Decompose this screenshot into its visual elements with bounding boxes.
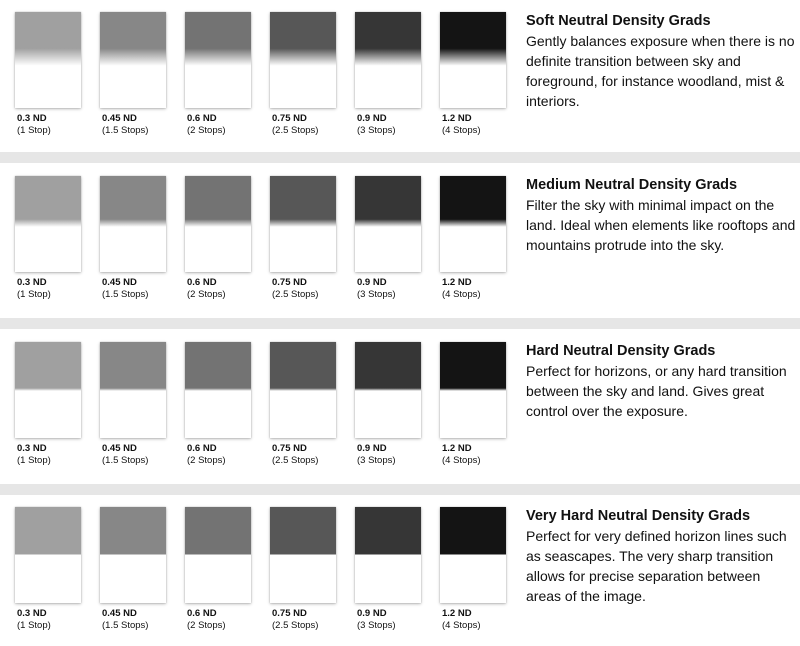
filter-label: [357, 608, 437, 631]
filter-label: [17, 443, 97, 466]
filter-stops-value: (3 Stops): [357, 124, 396, 136]
filter-nd-value: 0.45 ND: [102, 277, 137, 288]
filter-swatch: [355, 12, 421, 108]
filter-swatch: [185, 176, 251, 272]
filter-stops-value: (1 Stop): [17, 124, 51, 136]
filter-swatch: [15, 176, 81, 272]
filter-nd-value: 0.9 ND: [357, 277, 387, 288]
filter-swatch: [100, 342, 166, 438]
filter-label: [102, 113, 182, 136]
filter-stops-value: (1 Stop): [17, 454, 51, 466]
filter-nd-value: 0.75 ND: [272, 608, 307, 619]
section-description: [526, 11, 796, 111]
filter-stops-value: (4 Stops): [442, 288, 481, 300]
filter-stops-value: (2.5 Stops): [272, 288, 319, 300]
filter-label: [187, 277, 267, 300]
filter-stops-value: (2 Stops): [187, 619, 226, 631]
filter-nd-value: 0.75 ND: [272, 113, 307, 124]
filter-nd-value: 0.3 ND: [17, 113, 47, 124]
filter-nd-value: 0.9 ND: [357, 608, 387, 619]
filter-label: [102, 443, 182, 466]
section-medium: [0, 164, 800, 317]
filter-swatch: [100, 507, 166, 603]
section-divider: [0, 484, 800, 495]
filter-stops-value: (2 Stops): [187, 124, 226, 136]
filter-row: [0, 164, 512, 317]
filter-swatch: [355, 176, 421, 272]
section-description: [526, 506, 796, 606]
filter-row: [0, 495, 512, 646]
filter-nd-value: 1.2 ND: [442, 277, 472, 288]
section-hard: [0, 330, 800, 484]
section-description: [526, 341, 796, 421]
filter-label: [272, 608, 352, 631]
filter-nd-value: 0.45 ND: [102, 608, 137, 619]
filter-stops-value: (2.5 Stops): [272, 124, 319, 136]
filter-row: [0, 0, 512, 152]
filter-stops-value: (4 Stops): [442, 124, 481, 136]
section-body-text: Perfect for very defined horizon lines such as seascapes. The very sharp transition allows for precise separation between areas of the image.: [526, 528, 787, 604]
filter-swatch: [270, 507, 336, 603]
filter-swatch: [15, 507, 81, 603]
filter-nd-value: 0.75 ND: [272, 277, 307, 288]
section-divider: [0, 152, 800, 163]
filter-label: [442, 443, 522, 466]
filter-label: [442, 113, 522, 136]
filter-nd-value: 0.3 ND: [17, 277, 47, 288]
filter-swatch: [185, 507, 251, 603]
section-body-text: Filter the sky with minimal impact on the land. Ideal when elements like rooftops and mountains protrude into the sky.: [526, 197, 796, 253]
filter-swatch: [185, 342, 251, 438]
filter-swatch: [15, 12, 81, 108]
section-title: Medium Neutral Density Grads: [526, 177, 738, 193]
section-soft: [0, 0, 800, 152]
filter-nd-value: 0.3 ND: [17, 443, 47, 454]
section-body-text: Gently balances exposure when there is no definite transition between sky and foreground, for instance woodland, mist & interiors.: [526, 33, 795, 109]
filter-label: [357, 113, 437, 136]
section-title: Very Hard Neutral Density Grads: [526, 508, 751, 524]
filter-nd-value: 0.45 ND: [102, 443, 137, 454]
filter-swatch: [440, 12, 506, 108]
filter-stops-value: (1.5 Stops): [102, 619, 149, 631]
filter-stops-value: (3 Stops): [357, 288, 396, 300]
filter-stops-value: (1 Stop): [17, 619, 51, 631]
filter-nd-value: 0.45 ND: [102, 113, 137, 124]
section-title: Hard Neutral Density Grads: [526, 343, 716, 359]
filter-stops-value: (2.5 Stops): [272, 454, 319, 466]
filter-label: [187, 443, 267, 466]
filter-swatch: [440, 507, 506, 603]
filter-stops-value: (1.5 Stops): [102, 454, 149, 466]
filter-swatch: [100, 176, 166, 272]
filter-label: [272, 113, 352, 136]
filter-label: [17, 113, 97, 136]
filter-swatch: [440, 176, 506, 272]
filter-nd-value: 0.6 ND: [187, 608, 217, 619]
filter-stops-value: (1.5 Stops): [102, 288, 149, 300]
filter-label: [187, 608, 267, 631]
filter-label: [272, 277, 352, 300]
filter-nd-value: 1.2 ND: [442, 113, 472, 124]
filter-nd-value: 0.9 ND: [357, 443, 387, 454]
filter-label: [272, 443, 352, 466]
filter-swatch: [270, 12, 336, 108]
filter-label: [442, 277, 522, 300]
filter-nd-value: 0.75 ND: [272, 443, 307, 454]
filter-swatch: [440, 342, 506, 438]
filter-nd-value: 0.6 ND: [187, 443, 217, 454]
filter-nd-value: 0.3 ND: [17, 608, 47, 619]
filter-label: [357, 277, 437, 300]
filter-nd-value: 1.2 ND: [442, 608, 472, 619]
filter-nd-value: 0.6 ND: [187, 277, 217, 288]
filter-stops-value: (4 Stops): [442, 454, 481, 466]
filter-row: [0, 330, 512, 484]
filter-stops-value: (2 Stops): [187, 288, 226, 300]
section-title: Soft Neutral Density Grads: [526, 13, 711, 29]
filter-stops-value: (3 Stops): [357, 619, 396, 631]
filter-stops-value: (2.5 Stops): [272, 619, 319, 631]
section-divider: [0, 318, 800, 329]
filter-label: [102, 608, 182, 631]
filter-swatch: [15, 342, 81, 438]
filter-label: [442, 608, 522, 631]
filter-swatch: [270, 342, 336, 438]
filter-label: [187, 113, 267, 136]
filter-nd-value: 0.6 ND: [187, 113, 217, 124]
filter-stops-value: (2 Stops): [187, 454, 226, 466]
filter-label: [357, 443, 437, 466]
filter-nd-value: 0.9 ND: [357, 113, 387, 124]
section-very-hard: [0, 495, 800, 646]
filter-label: [102, 277, 182, 300]
section-description: [526, 175, 796, 255]
filter-swatch: [355, 342, 421, 438]
filter-stops-value: (1.5 Stops): [102, 124, 149, 136]
filter-stops-value: (3 Stops): [357, 454, 396, 466]
filter-nd-value: 1.2 ND: [442, 443, 472, 454]
filter-swatch: [355, 507, 421, 603]
filter-label: [17, 608, 97, 631]
filter-stops-value: (4 Stops): [442, 619, 481, 631]
filter-swatch: [270, 176, 336, 272]
filter-swatch: [185, 12, 251, 108]
filter-label: [17, 277, 97, 300]
filter-stops-value: (1 Stop): [17, 288, 51, 300]
filter-swatch: [100, 12, 166, 108]
section-body-text: Perfect for horizons, or any hard transition between the sky and land. Gives great control over the exposure.: [526, 363, 787, 419]
